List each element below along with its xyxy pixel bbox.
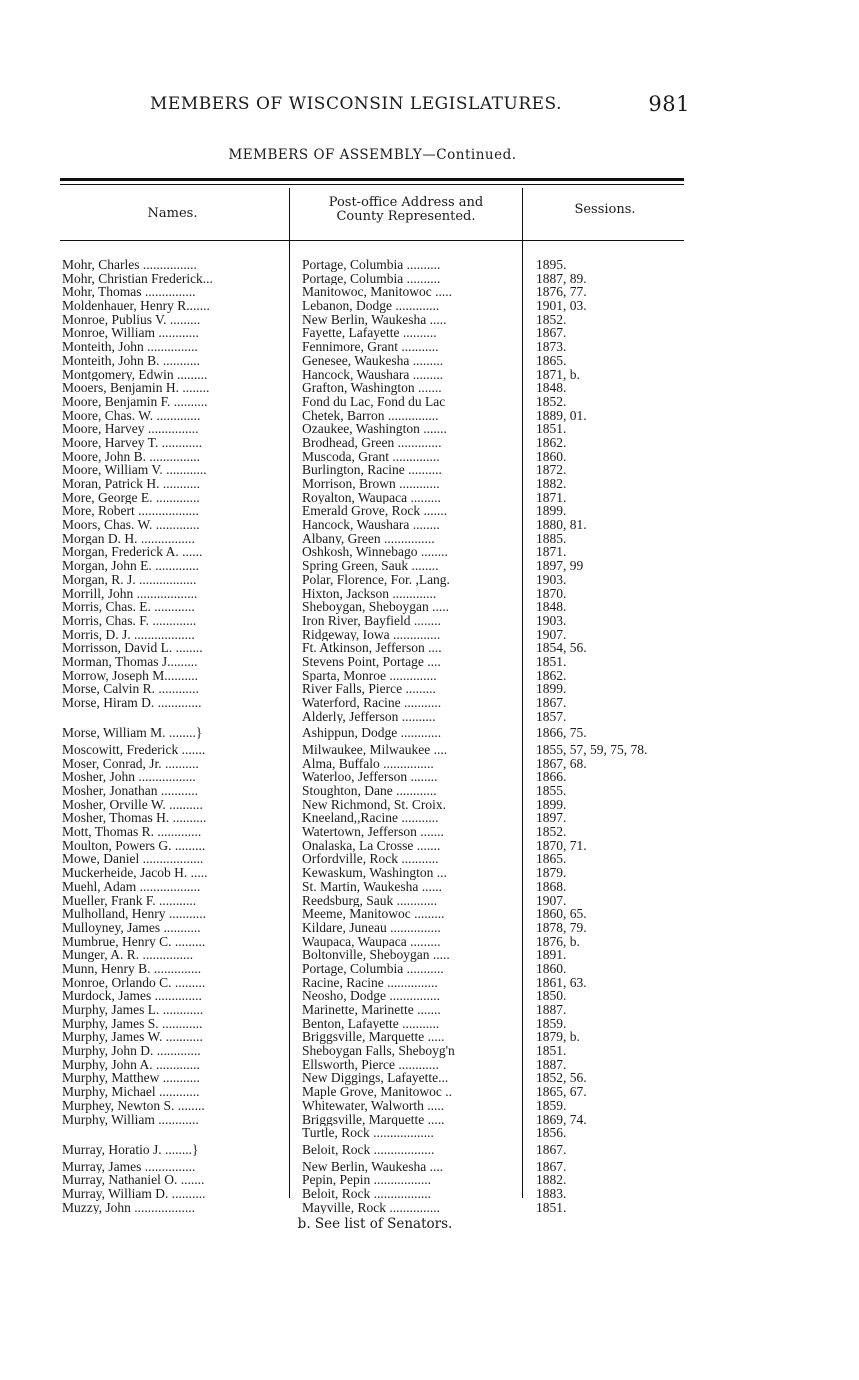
member-sessions: 1859. bbox=[536, 1016, 567, 1031]
member-sessions: 1852. bbox=[536, 394, 567, 409]
member-address: Benton, Lafayette ........... bbox=[302, 1016, 440, 1031]
member-name: Moore, William V. ............ bbox=[62, 463, 207, 478]
member-sessions: 1867. bbox=[536, 1159, 567, 1174]
member-sessions: 1870, 71. bbox=[536, 838, 587, 853]
member-name: Morgan, John E. ............. bbox=[62, 559, 199, 573]
table-row bbox=[62, 285, 702, 299]
member-address: Mayville, Rock ............... bbox=[302, 1200, 440, 1215]
member-address: Portage, Columbia .......... bbox=[302, 271, 441, 286]
table-row bbox=[62, 450, 702, 464]
table-row bbox=[62, 587, 702, 601]
table-row bbox=[62, 866, 702, 880]
member-address: Spring Green, Sauk ........ bbox=[302, 559, 439, 573]
member-name: Morrow, Joseph M.......... bbox=[62, 668, 198, 683]
member-sessions: 1880, 81. bbox=[536, 518, 587, 532]
table-row bbox=[62, 614, 702, 628]
member-name: Murphey, Newton S. ........ bbox=[62, 1098, 205, 1113]
member-address: Ridgeway, Iowa .............. bbox=[302, 627, 441, 642]
member-name: Murphy, James L. ............ bbox=[62, 1003, 204, 1017]
member-sessions: 1891. bbox=[536, 948, 567, 962]
table-row bbox=[62, 313, 702, 327]
table-row bbox=[62, 839, 702, 853]
member-sessions: 1851. bbox=[536, 1044, 567, 1058]
table-row bbox=[62, 710, 702, 724]
table-row bbox=[62, 258, 702, 272]
table-row bbox=[62, 463, 702, 477]
member-address: Racine, Racine ............... bbox=[302, 975, 438, 990]
member-address: Fond du Lac, Fond du Lac bbox=[302, 394, 446, 409]
table-row bbox=[62, 989, 702, 1003]
member-sessions: 1860. bbox=[536, 449, 567, 464]
member-name: Moldenhauer, Henry R....... bbox=[62, 299, 210, 313]
member-name: Moore, Benjamin F. .......... bbox=[62, 394, 208, 409]
table-row bbox=[62, 395, 702, 409]
table-row bbox=[62, 757, 702, 771]
table-row bbox=[62, 852, 702, 866]
member-name: Morris, D. J. .................. bbox=[62, 627, 195, 642]
table-row bbox=[62, 962, 702, 976]
member-sessions: 1855, 57, 59, 75, 78. bbox=[536, 742, 648, 757]
table-row bbox=[62, 894, 702, 908]
member-address: Genesee, Waukesha ......... bbox=[302, 353, 444, 368]
table-row bbox=[62, 1201, 702, 1215]
table-row bbox=[62, 1173, 702, 1187]
member-name: Murdock, James .............. bbox=[62, 989, 202, 1004]
table-row bbox=[62, 976, 702, 990]
member-sessions: 1887. bbox=[536, 1003, 567, 1017]
table-row bbox=[62, 272, 702, 286]
member-name: Morrill, John .................. bbox=[62, 586, 198, 601]
member-address: Iron River, Bayfield ........ bbox=[302, 613, 441, 628]
member-sessions: 1871. bbox=[536, 545, 567, 560]
member-name: Monroe, Publius V. ......... bbox=[62, 312, 201, 327]
member-name: Murphy, James W. ........... bbox=[62, 1030, 203, 1045]
member-sessions: 1897, 99 bbox=[536, 559, 584, 573]
member-address: New Diggings, Lafayette... bbox=[302, 1071, 449, 1086]
member-address: Fennimore, Grant ........... bbox=[302, 340, 439, 354]
member-address: Alma, Buffalo ............... bbox=[302, 756, 434, 771]
member-sessions: 1854, 56. bbox=[536, 641, 587, 655]
column-header-sessions: Sessions. bbox=[574, 202, 636, 217]
member-address: New Berlin, Waukesha .... bbox=[302, 1159, 444, 1174]
member-name: Muzzy, John .................. bbox=[62, 1200, 195, 1215]
member-sessions: 1903. bbox=[536, 613, 567, 628]
member-name: Morse, Calvin R. ............ bbox=[62, 682, 199, 697]
member-sessions: 1895. bbox=[536, 258, 567, 272]
member-sessions: 1867. bbox=[536, 1141, 567, 1157]
member-name: Murphy, John D. ............. bbox=[62, 1044, 201, 1058]
table-row bbox=[62, 811, 702, 825]
table-row bbox=[62, 1044, 702, 1058]
member-sessions: 1856. bbox=[536, 1126, 567, 1140]
member-address: Lebanon, Dodge ............. bbox=[302, 299, 440, 313]
member-name: Mulholland, Henry ........... bbox=[62, 907, 206, 921]
member-sessions: 1907. bbox=[536, 893, 567, 908]
member-sessions: 1851. bbox=[536, 422, 567, 436]
member-name: Murphy, James S. ............ bbox=[62, 1016, 203, 1031]
table-row bbox=[62, 1071, 702, 1085]
table-row bbox=[62, 1058, 702, 1072]
member-address: Emerald Grove, Rock ....... bbox=[302, 504, 448, 519]
member-name: Muehl, Adam .................. bbox=[62, 879, 201, 894]
table-row bbox=[62, 655, 702, 669]
member-sessions: 1852. bbox=[536, 312, 567, 327]
member-name: Monroe, Orlando C. ......... bbox=[62, 975, 206, 990]
member-name: Moore, John B. ............... bbox=[62, 449, 200, 464]
member-name: More, Robert .................. bbox=[62, 504, 199, 519]
member-name: Mosher, Thomas H. .......... bbox=[62, 811, 207, 826]
member-name: Morris, Chas. E. ............ bbox=[62, 600, 195, 614]
member-address: Waterloo, Jefferson ........ bbox=[302, 770, 438, 785]
table-row bbox=[62, 491, 702, 505]
member-sessions: 1899. bbox=[536, 682, 567, 697]
member-address: Kildare, Juneau ............... bbox=[302, 920, 441, 935]
member-address: Ozaukee, Washington ....... bbox=[302, 422, 447, 436]
member-address: Portage, Columbia ........... bbox=[302, 961, 444, 976]
member-address: Meeme, Manitowoc ......... bbox=[302, 907, 445, 921]
member-address: Hancock, Waushara ........ bbox=[302, 518, 440, 532]
member-name: Monroe, William ............ bbox=[62, 326, 199, 341]
member-sessions: 1871, b. bbox=[536, 367, 580, 382]
member-sessions: 1873. bbox=[536, 340, 567, 354]
top-rule-thin bbox=[60, 184, 684, 185]
member-name: Murray, Horatio J. ........} bbox=[62, 1141, 199, 1157]
table-row bbox=[62, 682, 702, 696]
member-sessions: 1871. bbox=[536, 490, 567, 505]
member-sessions: 1865. bbox=[536, 353, 567, 368]
member-sessions: 1850. bbox=[536, 989, 567, 1004]
member-address: Burlington, Racine .......... bbox=[302, 463, 442, 478]
member-address: Ashippun, Dodge ............ bbox=[302, 725, 442, 741]
table-row bbox=[62, 948, 702, 962]
header-bottom-rule bbox=[60, 240, 684, 241]
member-address: Kneeland,,Racine ........... bbox=[302, 811, 439, 826]
member-address: Watertown, Jefferson ....... bbox=[302, 825, 444, 839]
member-address: Milwaukee, Milwaukee .... bbox=[302, 742, 448, 757]
table-row bbox=[62, 409, 702, 423]
member-sessions: 1867, 68. bbox=[536, 756, 587, 771]
member-sessions: 1852. bbox=[536, 825, 567, 839]
member-name: Moran, Patrick H. ........... bbox=[62, 477, 200, 491]
member-address: Beloit, Rock ................. bbox=[302, 1186, 431, 1201]
member-name: More, George E. ............. bbox=[62, 490, 200, 505]
member-name: Moser, Conrad, Jr. .......... bbox=[62, 756, 199, 771]
member-sessions: 1887. bbox=[536, 1057, 567, 1072]
table-row bbox=[62, 880, 702, 894]
member-address: Beloit, Rock .................. bbox=[302, 1141, 435, 1157]
table-row bbox=[62, 299, 702, 313]
table-row bbox=[62, 545, 702, 559]
member-sessions: 1865, 67. bbox=[536, 1085, 587, 1099]
member-address: Ellsworth, Pierce ............ bbox=[302, 1057, 439, 1072]
table-row bbox=[62, 368, 702, 382]
table-row bbox=[62, 354, 702, 368]
member-sessions: 1882. bbox=[536, 477, 567, 491]
table-row bbox=[62, 641, 702, 655]
member-sessions: 1876, b. bbox=[536, 934, 580, 949]
member-address: Marinette, Marinette ....... bbox=[302, 1003, 441, 1017]
member-name: Murray, William D. .......... bbox=[62, 1186, 206, 1201]
member-address: Morrison, Brown ............ bbox=[302, 477, 440, 491]
member-name: Mueller, Frank F. ........... bbox=[62, 893, 197, 908]
member-address: Briggsville, Marquette ..... bbox=[302, 1112, 445, 1127]
table-row bbox=[62, 504, 702, 518]
member-address: Onalaska, La Crosse ....... bbox=[302, 838, 441, 853]
table-row bbox=[62, 1017, 702, 1031]
member-sessions: 1879, b. bbox=[536, 1030, 580, 1045]
table-row bbox=[62, 1140, 702, 1160]
member-address: Sheboygan, Sheboygan ..... bbox=[302, 600, 449, 614]
table-row bbox=[62, 798, 702, 812]
member-name: Murphy, Matthew ........... bbox=[62, 1071, 200, 1086]
member-address: Oshkosh, Winnebago ........ bbox=[302, 545, 448, 560]
member-name: Moulton, Powers G. ......... bbox=[62, 838, 206, 853]
member-name: Morrisson, David L. ........ bbox=[62, 641, 203, 655]
member-sessions: 1879. bbox=[536, 866, 567, 880]
member-name: Moore, Chas. W. ............. bbox=[62, 408, 201, 423]
member-address: Maple Grove, Manitowoc .. bbox=[302, 1085, 452, 1099]
table-row bbox=[62, 669, 702, 683]
table-row bbox=[62, 518, 702, 532]
member-sessions: 1878, 79. bbox=[536, 920, 587, 935]
table-row bbox=[62, 436, 702, 450]
member-name: Morman, Thomas J......... bbox=[62, 654, 198, 669]
member-name: Murray, James ............... bbox=[62, 1159, 196, 1174]
member-sessions: 1851. bbox=[536, 1200, 567, 1215]
member-address: Portage, Columbia .......... bbox=[302, 258, 441, 272]
member-name: Mowe, Daniel .................. bbox=[62, 852, 204, 867]
member-address: Grafton, Washington ....... bbox=[302, 381, 442, 395]
column-header-address: Post-office Address and County Represented. bbox=[328, 195, 484, 224]
member-address: St. Martin, Waukesha ...... bbox=[302, 879, 443, 894]
member-address: Waupaca, Waupaca ......... bbox=[302, 934, 441, 949]
table-row bbox=[62, 477, 702, 491]
member-name: Mohr, Christian Frederick... bbox=[62, 271, 213, 286]
member-name: Morse, Hiram D. ............. bbox=[62, 696, 202, 710]
table-row bbox=[62, 921, 702, 935]
member-sessions: 1848. bbox=[536, 381, 567, 395]
table-row bbox=[62, 784, 702, 798]
table-row bbox=[62, 532, 702, 546]
member-address: Sheboygan Falls, Sheboyg'n bbox=[302, 1044, 455, 1058]
member-address: Ft. Atkinson, Jefferson .... bbox=[302, 641, 442, 655]
page-number: 981 bbox=[648, 92, 690, 116]
table-row bbox=[62, 1030, 702, 1044]
member-address: Chetek, Barron ............... bbox=[302, 408, 439, 423]
member-address: Whitewater, Walworth ..... bbox=[302, 1098, 445, 1113]
member-sessions: 1866, 75. bbox=[536, 725, 587, 741]
member-address: Reedsburg, Sauk ............ bbox=[302, 893, 438, 908]
members-table bbox=[62, 258, 702, 1214]
member-sessions: 1883. bbox=[536, 1186, 567, 1201]
table-row bbox=[62, 573, 702, 587]
table-row bbox=[62, 628, 702, 642]
table-row bbox=[62, 381, 702, 395]
member-sessions: 1860, 65. bbox=[536, 907, 587, 921]
member-address: Alderly, Jefferson .......... bbox=[302, 709, 436, 724]
member-address: Brodhead, Green ............. bbox=[302, 435, 442, 450]
table-row bbox=[62, 723, 702, 743]
member-name: Munger, A. R. ............... bbox=[62, 948, 194, 962]
section-subheading: MEMBERS OF ASSEMBLY—Continued. bbox=[228, 147, 517, 163]
table-row bbox=[62, 935, 702, 949]
member-sessions: 1857. bbox=[536, 709, 567, 724]
member-name: Mohr, Charles ................ bbox=[62, 258, 197, 272]
member-address: New Berlin, Waukesha ..... bbox=[302, 312, 447, 327]
member-sessions: 1855. bbox=[536, 784, 567, 798]
member-sessions: 1903. bbox=[536, 572, 567, 587]
table-row bbox=[62, 1160, 702, 1174]
member-name: Mosher, Orville W. .......... bbox=[62, 797, 203, 812]
member-sessions: 1861, 63. bbox=[536, 975, 587, 990]
table-row bbox=[62, 907, 702, 921]
member-address: Briggsville, Marquette ..... bbox=[302, 1030, 445, 1045]
member-sessions: 1868. bbox=[536, 879, 567, 894]
member-address: Manitowoc, Manitowoc ..... bbox=[302, 285, 452, 300]
member-address: Orfordville, Rock ........... bbox=[302, 852, 439, 867]
member-address: River Falls, Pierce ......... bbox=[302, 682, 436, 697]
member-sessions: 1907. bbox=[536, 627, 567, 642]
column-header-names: Names. bbox=[147, 206, 198, 221]
table-row bbox=[62, 1126, 702, 1140]
member-sessions: 1897. bbox=[536, 811, 567, 826]
table-row bbox=[62, 1085, 702, 1099]
table-row bbox=[62, 770, 702, 784]
member-sessions: 1865. bbox=[536, 852, 567, 867]
table-row bbox=[62, 1099, 702, 1113]
member-address: Hixton, Jackson ............. bbox=[302, 586, 437, 601]
member-name: Moore, Harvey ............... bbox=[62, 422, 199, 436]
table-row bbox=[62, 559, 702, 573]
member-name: Monteith, John ............... bbox=[62, 340, 198, 354]
member-name: Muckerheide, Jacob H. ..... bbox=[62, 866, 208, 880]
member-name: Mohr, Thomas ............... bbox=[62, 285, 196, 300]
table-row bbox=[62, 825, 702, 839]
member-name: Murray, Nathaniel O. ....... bbox=[62, 1173, 205, 1187]
table-row bbox=[62, 743, 702, 757]
member-address: Neosho, Dodge ............... bbox=[302, 989, 440, 1004]
member-name: Mumbrue, Henry C. ......... bbox=[62, 934, 206, 949]
member-address: Sparta, Monroe .............. bbox=[302, 668, 437, 683]
table-row bbox=[62, 696, 702, 710]
member-name: Monteith, John B. ........... bbox=[62, 353, 201, 368]
member-sessions: 1859. bbox=[536, 1098, 567, 1113]
member-address: Waterford, Racine ........... bbox=[302, 696, 442, 710]
member-name: Mulloyney, James ........... bbox=[62, 920, 201, 935]
member-sessions: 1851. bbox=[536, 654, 567, 669]
member-address: Hancock, Waushara ......... bbox=[302, 367, 444, 382]
member-name: Morris, Chas. F. ............. bbox=[62, 613, 197, 628]
running-head bbox=[150, 94, 690, 114]
member-address: Royalton, Waupaca ......... bbox=[302, 490, 441, 505]
member-sessions: 1887, 89. bbox=[536, 271, 587, 286]
member-name: Moors, Chas. W. ............. bbox=[62, 518, 200, 532]
member-sessions: 1860. bbox=[536, 961, 567, 976]
member-name: Morse, William M. ........} bbox=[62, 725, 203, 741]
member-name: Montgomery, Edwin ......... bbox=[62, 367, 208, 382]
member-address: Pepin, Pepin ................. bbox=[302, 1173, 432, 1187]
footnote: b. See list of Senators. bbox=[297, 1216, 453, 1232]
member-sessions: 1862. bbox=[536, 668, 567, 683]
member-name: Munn, Henry B. .............. bbox=[62, 961, 202, 976]
member-name: Morgan D. H. ................ bbox=[62, 531, 195, 546]
member-sessions: 1866. bbox=[536, 770, 567, 785]
member-name: Mooers, Benjamin H. ........ bbox=[62, 381, 210, 395]
member-sessions: 1852, 56. bbox=[536, 1071, 587, 1086]
member-sessions: 1862. bbox=[536, 435, 567, 450]
page-title: MEMBERS OF WISCONSIN LEGISLATURES. bbox=[150, 94, 563, 114]
member-address: Fayette, Lafayette .......... bbox=[302, 326, 437, 341]
member-sessions: 1882. bbox=[536, 1173, 567, 1187]
table-row bbox=[62, 326, 702, 340]
table-row bbox=[62, 1187, 702, 1201]
member-name: Murphy, John A. ............. bbox=[62, 1057, 200, 1072]
member-sessions: 1889, 01. bbox=[536, 408, 587, 423]
member-sessions: 1872. bbox=[536, 463, 567, 478]
member-address: Polar, Florence, For. ,Lang. bbox=[302, 572, 450, 587]
member-name: Murphy, Michael ............ bbox=[62, 1085, 200, 1099]
member-name: Morgan, R. J. ................. bbox=[62, 572, 197, 587]
member-address: Kewaskum, Washington ... bbox=[302, 866, 447, 880]
table-row bbox=[62, 1113, 702, 1127]
member-address: Albany, Green ............... bbox=[302, 531, 435, 546]
member-sessions: 1876, 77. bbox=[536, 285, 587, 300]
member-address: Boltonville, Sheboygan ..... bbox=[302, 948, 450, 962]
member-address: Muscoda, Grant .............. bbox=[302, 449, 440, 464]
member-sessions: 1899. bbox=[536, 797, 567, 812]
member-name: Murphy, William ............ bbox=[62, 1112, 199, 1127]
member-address: Turtle, Rock .................. bbox=[302, 1126, 434, 1140]
table-row bbox=[62, 422, 702, 436]
member-sessions: 1869, 74. bbox=[536, 1112, 587, 1127]
member-name: Mott, Thomas R. ............. bbox=[62, 825, 202, 839]
table-row bbox=[62, 1003, 702, 1017]
table-row bbox=[62, 340, 702, 354]
member-name: Mosher, John ................. bbox=[62, 770, 196, 785]
member-name: Morgan, Frederick A. ...... bbox=[62, 545, 203, 560]
member-address: Stevens Point, Portage .... bbox=[302, 654, 441, 669]
member-sessions: 1848. bbox=[536, 600, 567, 614]
table-row bbox=[62, 600, 702, 614]
member-sessions: 1870. bbox=[536, 586, 567, 601]
member-address: New Richmond, St. Croix. bbox=[302, 797, 446, 812]
member-name: Mosher, Jonathan ........... bbox=[62, 784, 198, 798]
member-sessions: 1899. bbox=[536, 504, 567, 519]
member-sessions: 1867. bbox=[536, 326, 567, 341]
member-sessions: 1885. bbox=[536, 531, 567, 546]
member-name: Moore, Harvey T. ............ bbox=[62, 435, 203, 450]
member-name: Moscowitt, Frederick ....... bbox=[62, 742, 206, 757]
member-sessions: 1867. bbox=[536, 696, 567, 710]
member-sessions: 1901, 03. bbox=[536, 299, 587, 313]
top-rule-thick bbox=[60, 178, 684, 181]
member-address: Stoughton, Dane ............ bbox=[302, 784, 437, 798]
